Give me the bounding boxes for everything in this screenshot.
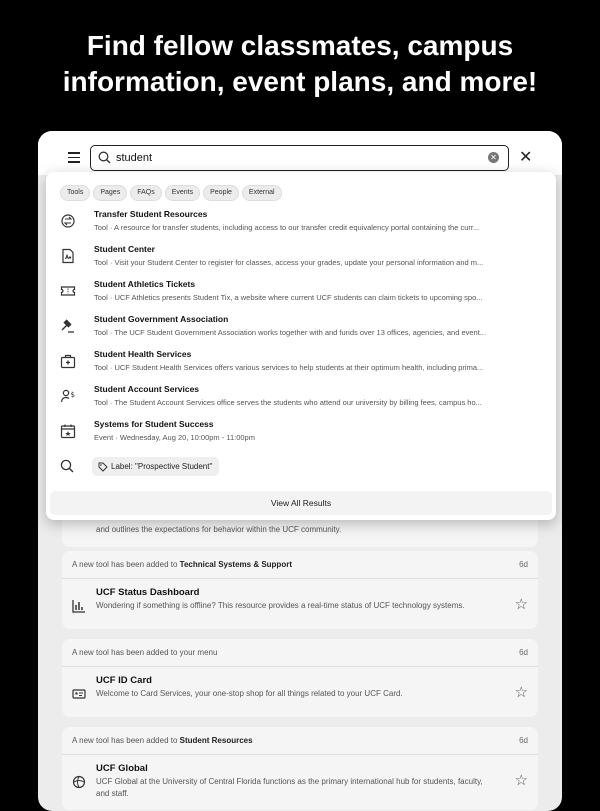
id-card-icon — [72, 687, 86, 701]
medical-bag-icon — [60, 353, 76, 369]
search-result[interactable] — [56, 313, 550, 348]
feed-card-description: Wondering if something is offline? This resource provides a real-time status of UCF technology systems. — [96, 601, 465, 610]
result-title: Student Health Services — [94, 349, 192, 359]
feed-card-description: Welcome to Card Services, your one-stop shop for all things related to your UCF Card. — [96, 689, 403, 698]
feed-card-header — [62, 727, 538, 755]
search-results-dropdown — [46, 172, 556, 520]
search-result[interactable] — [56, 348, 550, 383]
promo-headline — [0, 28, 600, 100]
feed-card-header — [62, 639, 538, 667]
result-title: Student Athletics Tickets — [94, 279, 196, 289]
result-separator: · — [109, 293, 113, 302]
calendar-star-icon — [60, 423, 76, 439]
activity-feed — [62, 551, 538, 811]
view-all-results-button[interactable]: View All Results — [50, 491, 552, 515]
star-icon[interactable]: ☆ — [514, 596, 528, 613]
result-description: UCF Student Health Services offers various services to help students at their optimum health, including prima... — [114, 363, 484, 372]
result-subtitle — [94, 398, 554, 407]
search-header — [38, 131, 562, 175]
label-chip-text: Label: "Prospective Student" — [111, 462, 213, 471]
feed-card[interactable] — [62, 639, 538, 717]
feed-card-category[interactable]: Student Resources — [179, 736, 253, 745]
star-icon[interactable]: ☆ — [514, 772, 528, 789]
gavel-icon — [60, 318, 76, 334]
app-screen — [38, 131, 562, 811]
filter-chip-tools[interactable]: Tools — [60, 185, 90, 201]
feed-card-title: UCF Status Dashboard — [96, 587, 200, 598]
feed-card-body[interactable] — [62, 579, 538, 629]
feed-card-description: UCF Global at the University of Central Florida functions as the primary international hub for students, faculty, and staff. — [96, 777, 483, 798]
result-title: Transfer Student Resources — [94, 209, 208, 219]
result-subtitle — [94, 293, 554, 302]
search-icon — [98, 151, 111, 164]
result-subtitle — [94, 363, 554, 372]
globe-icon — [72, 775, 86, 789]
feed-card-body[interactable] — [62, 667, 538, 717]
result-title: Student Center — [94, 244, 155, 254]
result-title: Student Government Association — [94, 314, 229, 324]
result-type: Tool — [94, 363, 108, 372]
feed-card-age: 6d — [519, 648, 528, 657]
feed-card-body[interactable] — [62, 755, 538, 810]
headline-line-2: information, event plans, and more! — [62, 66, 538, 97]
feed-card-title: UCF ID Card — [96, 675, 152, 686]
result-type: Event — [94, 433, 114, 442]
result-type: Tool — [94, 398, 108, 407]
search-input[interactable] — [116, 149, 476, 167]
bar-chart-icon — [72, 599, 86, 613]
result-subtitle — [94, 258, 554, 267]
result-subtitle — [94, 433, 554, 442]
search-icon — [60, 459, 74, 473]
filter-chip-external[interactable]: External — [242, 185, 282, 201]
result-separator: · — [109, 398, 113, 407]
label-search-row[interactable] — [60, 457, 540, 477]
result-type: Tool — [94, 258, 108, 267]
student-center-icon — [60, 248, 76, 264]
transfer-icon — [60, 213, 76, 229]
feed-card-age: 6d — [519, 560, 528, 569]
result-type: Tool — [94, 293, 108, 302]
feed-card-prefix: A new tool has been added to — [72, 560, 178, 569]
result-separator: · — [109, 223, 113, 232]
result-separator: · — [115, 433, 118, 442]
search-result[interactable] — [56, 243, 550, 278]
search-result[interactable] — [56, 278, 550, 313]
result-type: Tool — [94, 223, 108, 232]
account-dollar-icon — [60, 388, 76, 404]
headline-line-1: Find fellow classmates, campus — [86, 30, 514, 61]
feed-card[interactable] — [62, 727, 538, 810]
result-separator: · — [109, 363, 113, 372]
search-box[interactable] — [90, 145, 509, 171]
filter-chip-people[interactable]: People — [203, 185, 239, 201]
feed-card-header — [62, 551, 538, 579]
feed-card-description: and outlines the expectations for behavior within the UCF community. — [96, 525, 342, 534]
search-result[interactable] — [56, 418, 550, 453]
result-description: Visit your Student Center to register for classes, access your grades, update your personal information and m... — [114, 258, 484, 267]
filter-chips — [60, 181, 285, 197]
search-result[interactable] — [56, 208, 550, 243]
result-description: UCF Athletics presents Student Tix, a website where current UCF students can claim tickets to upcoming spo... — [114, 293, 483, 302]
clear-search-icon[interactable]: ✕ — [488, 152, 499, 163]
result-description: A resource for transfer students, including access to our transfer credit equivalency portal containing the curr... — [114, 223, 480, 232]
label-chip[interactable] — [92, 457, 219, 476]
filter-chip-pages[interactable]: Pages — [93, 185, 127, 201]
feed-card-age: 6d — [519, 736, 528, 745]
svg-text:$: $ — [70, 391, 75, 399]
tag-icon — [98, 462, 108, 472]
result-title: Student Account Services — [94, 384, 200, 394]
result-type: Tool — [94, 328, 108, 337]
star-icon[interactable]: ☆ — [514, 684, 528, 701]
ticket-icon — [60, 283, 76, 299]
result-description: Wednesday, Aug 20, 10:00pm - 11:00pm — [119, 433, 255, 442]
feed-card-prefix: A new tool has been added to your menu — [72, 648, 218, 657]
results-list — [56, 208, 550, 453]
result-separator: · — [109, 258, 113, 267]
result-description: The UCF Student Government Association works together with and funds over 13 offices, agencies, and event... — [114, 328, 487, 337]
filter-chip-events[interactable]: Events — [165, 185, 200, 201]
feed-card-category[interactable]: Technical Systems & Support — [179, 560, 292, 569]
result-title: Systems for Student Success — [94, 419, 214, 429]
result-description: The Student Account Services office serves the students who attend our university by billing fees, campus ho... — [114, 398, 482, 407]
feed-card-title: UCF Global — [96, 763, 148, 774]
filter-chip-faqs[interactable]: FAQs — [130, 185, 162, 201]
result-subtitle — [94, 328, 554, 337]
feed-card[interactable] — [62, 551, 538, 629]
close-icon[interactable]: ✕ — [519, 149, 533, 166]
result-separator: · — [109, 328, 113, 337]
feed-card-prefix: A new tool has been added to — [72, 736, 178, 745]
menu-icon[interactable] — [68, 152, 80, 162]
search-result[interactable] — [56, 383, 550, 418]
result-subtitle — [94, 223, 554, 232]
